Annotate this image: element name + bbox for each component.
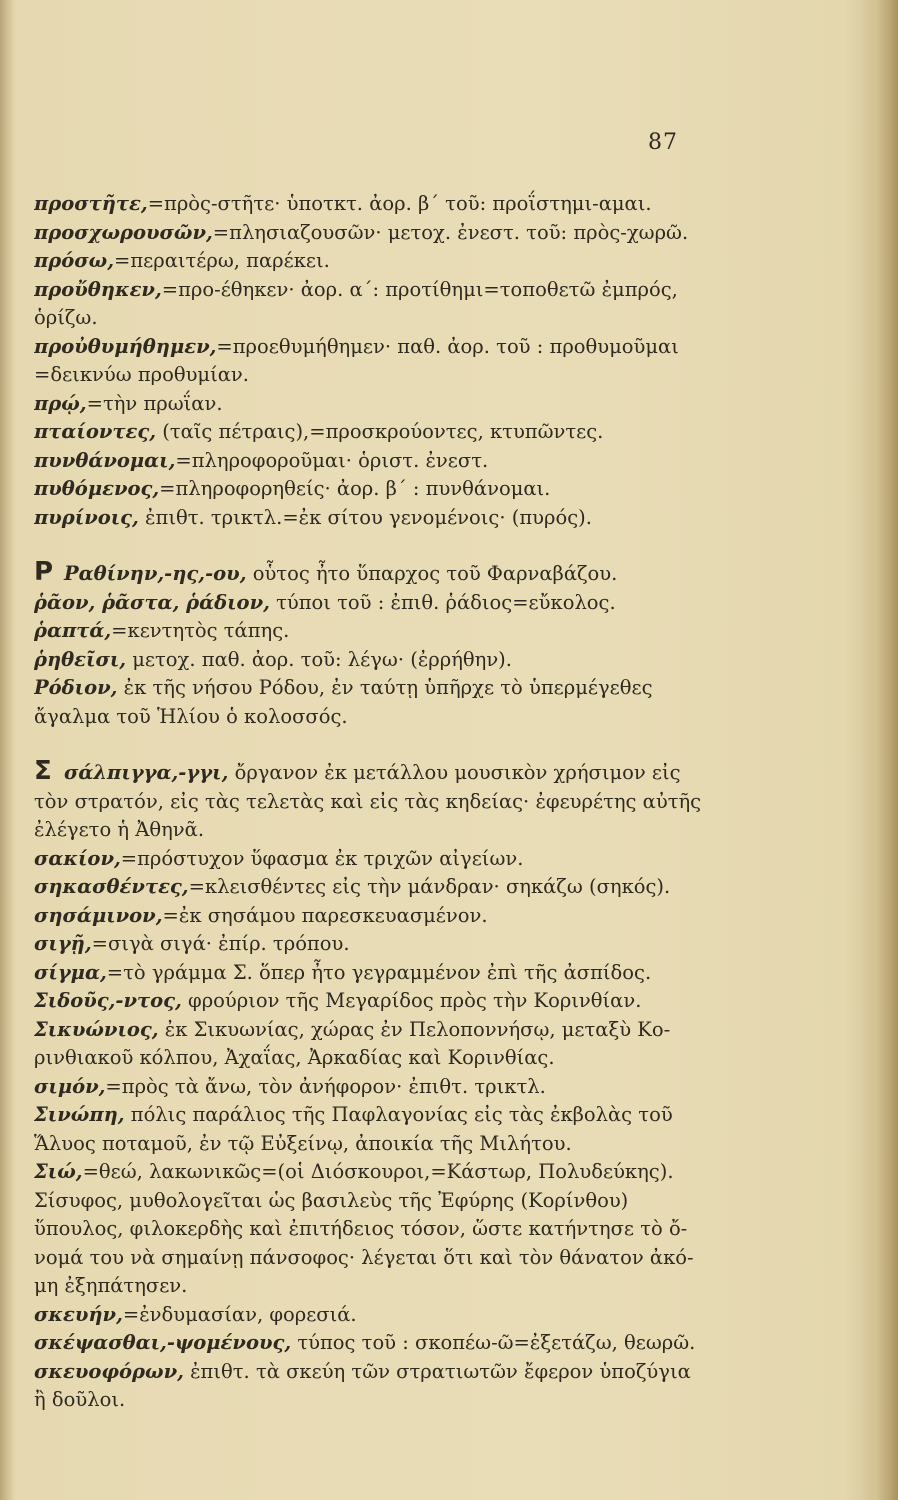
page-number: 87 — [648, 130, 678, 155]
entry-line — [34, 845, 780, 874]
entry-line — [34, 190, 780, 219]
headword: ῥᾶον, ῥᾶστα, ῥάδιον, — [34, 590, 270, 614]
definition-text: =προεθυμήθημεν· παθ. ἀορ. τοῦ : προθυμοῦμαι — [216, 334, 679, 358]
definition-text: ἐκ τῆς νήσου Ρόδου, ἐν ταύτῃ ὑπῆρχε τὸ ὑπερμέγεθες — [117, 676, 653, 699]
entry-line — [34, 1044, 780, 1073]
glossary-text — [34, 190, 780, 1415]
definition-text: =ἐνδυμασίαν, φορεσιά. — [122, 1302, 357, 1326]
entry-line — [34, 361, 780, 390]
definition-text: =πληροφορηθείς· ἀορ. β΄ : πυνθάνομαι. — [159, 477, 551, 500]
definition-text: =πληροφοροῦμαι· ὁριστ. ἐνεστ. — [175, 448, 489, 472]
entry-line — [34, 1386, 780, 1415]
entry-line — [34, 418, 780, 447]
definition-text: μετοχ. παθ. ἀορ. τοῦ: λέγω· (ἐρρήθην). — [126, 647, 512, 671]
headword: Ραθίνην,-ης,-ου, — [64, 562, 247, 585]
entry-line — [34, 959, 780, 988]
definition-text: =πρὸς-στῆτε· ὑποτκτ. ἀορ. β΄ τοῦ: προΐστημι-αμαι. — [147, 192, 652, 215]
definition-text: νομά του νὰ σημαίνῃ πάνσοφος· λέγεται ὅτι καὶ τὸν θάνατον ἀκό- — [34, 1245, 694, 1269]
entry-line — [34, 1272, 780, 1301]
entry-line — [34, 759, 780, 788]
headword: σησάμινον, — [34, 903, 163, 927]
definition-text: μη ἐξηπάτησεν. — [34, 1274, 188, 1297]
definition-text: =προ-έθηκεν· ἀορ. α΄: προτίθημι=τοποθετῶ ἐμπρός, — [161, 277, 678, 301]
section-pi — [34, 190, 780, 532]
definition-text: =τὸ γράμμα Σ. ὅπερ ἦτο γεγραμμένον ἐπὶ τῆς ἀσπίδος. — [106, 960, 652, 984]
headword: σάλπιγγα,-γγι, — [64, 761, 229, 784]
definition-text: =ἐκ σησάμου παρεσκευασμένον. — [162, 903, 488, 927]
definition-text: =κεντητὸς τάπης. — [111, 619, 290, 642]
definition-text: =πλησιαζουσῶν· μετοχ. ἐνεστ. τοῦ: πρὸς-χωρῶ. — [212, 220, 689, 244]
entry-line — [34, 1215, 780, 1244]
headword: σακίον, — [34, 846, 121, 870]
headword: πυρίνοις, — [34, 505, 139, 529]
entry-line — [34, 1244, 780, 1273]
definition-text: τύπος τοῦ : σκοπέω-ῶ=ἐξετάζω, θεωρῶ. — [291, 1331, 696, 1354]
headword: προὔθηκεν, — [34, 277, 162, 301]
entry-line — [34, 589, 780, 618]
definition-text: ὁρίζω. — [34, 306, 98, 329]
definition-text: Ἅλυος ποταμοῦ, ἐν τῷ Εὐξείνῳ, ἀποικία τῆς Μιλήτου. — [34, 1131, 572, 1155]
entry-line — [34, 1073, 780, 1102]
definition-text: =πρὸς τὰ ἄνω, τὸν ἀνήφορον· ἐπιθτ. τρικτλ. — [105, 1074, 546, 1098]
entry-line — [34, 816, 780, 845]
definition-text: πόλις παράλιος τῆς Παφλαγονίας εἰς τὰς ἐκβολὰς τοῦ — [124, 1103, 673, 1126]
page-left-edge — [0, 0, 14, 1500]
entry-line — [34, 1016, 780, 1045]
definition-text: Σίσυφος, μυθολογεῖται ὡς βασιλεὺς τῆς Ἐφύρης (Κορίνθου) — [34, 1188, 629, 1212]
entry-line — [34, 930, 780, 959]
section-sigma — [34, 759, 780, 1415]
headword: προσχωρουσῶν, — [34, 220, 213, 244]
headword: σηκασθέντες, — [34, 875, 189, 898]
definition-text: =δεικνύω προθυμίαν. — [34, 363, 249, 386]
entry-line — [34, 617, 780, 646]
headword: πρόσω, — [34, 249, 114, 272]
section-initial-letter: Σ — [34, 759, 52, 786]
definition-text: ὕπουλος, φιλοκερδὴς καὶ ἐπιτήδειος τόσον, ὥστε κατήντησε τὸ ὄ- — [34, 1217, 688, 1240]
entry-line — [34, 873, 780, 902]
definition-text: ἐπιθτ. τρικτλ.=ἐκ σίτου γενομένοις· (πυρός). — [138, 505, 592, 529]
headword: σίγμα, — [34, 960, 107, 984]
definition-text: (ταῖς πέτραις),=προσκρούοντες, κτυπῶντες. — [156, 420, 604, 443]
definition-text: =τὴν πρωΐαν. — [86, 391, 223, 415]
entry-line — [34, 475, 780, 504]
headword: πταίοντες, — [34, 420, 157, 443]
definition-text: φρούριον τῆς Μεγαρίδος πρὸς τὴν Κορινθίαν. — [181, 989, 642, 1012]
entry-line — [34, 674, 780, 703]
definition-text: ὄργανον ἐκ μετάλλου μουσικὸν χρήσιμον εἰς — [228, 761, 681, 784]
entry-line — [34, 1101, 780, 1130]
definition-text: ἐλέγετο ἡ Ἀθηνᾶ. — [34, 818, 205, 841]
headword: σκέψασθαι,-ψομένους, — [34, 1331, 292, 1354]
entry-line — [34, 333, 780, 362]
definition-text: ἢ δοῦλοι. — [34, 1388, 126, 1411]
definition-text: ἐπιθτ. τὰ σκεύη τῶν στρατιωτῶν ἔφερον ὑποζύγια — [183, 1359, 691, 1383]
entry-line — [34, 987, 780, 1016]
definition-text: =σιγὰ σιγά· ἐπίρ. τρόπου. — [91, 932, 350, 955]
entry-line — [34, 390, 780, 419]
definition-text: ἐκ Σικυωνίας, χώρας ἐν Πελοποννήσῳ, μεταξὺ Κο- — [158, 1017, 671, 1041]
headword: σιγῇ, — [34, 932, 92, 955]
definition-text: ρινθιακοῦ κόλπου, Ἀχαΐας, Ἀρκαδίας καὶ Κορινθίας. — [34, 1046, 555, 1069]
definition-text: τὸν στρατόν, εἰς τὰς τελετὰς καὶ εἰς τὰς κηδείας· ἐφευρέτης αὐτῆς — [34, 789, 702, 813]
definition-text: τύποι τοῦ : ἐπιθ. ῥάδιος=εὔκολος. — [269, 590, 616, 614]
entry-line — [34, 1358, 780, 1387]
headword: σιμόν, — [34, 1074, 106, 1098]
headword: Σινώπη, — [34, 1103, 125, 1126]
entry-line — [34, 1130, 780, 1159]
entry-line — [34, 1329, 780, 1358]
entry-line — [34, 788, 780, 817]
section-initial-letter: Ρ — [34, 560, 54, 587]
headword: Σικυώνιος, — [34, 1017, 159, 1041]
definition-text: =θεώ, λακωνικῶς=(οἱ Διόσκουροι,=Κάστωρ, Πολυδεύκης). — [82, 1160, 674, 1183]
headword: ῥηθεῖσι, — [34, 647, 127, 671]
entry-line — [34, 504, 780, 533]
page-right-edge — [862, 0, 898, 1500]
headword: προὐθυμήθημεν, — [34, 334, 217, 358]
entry-line — [34, 219, 780, 248]
entry-line — [34, 703, 780, 732]
entry-line — [34, 304, 780, 333]
entry-line — [34, 447, 780, 476]
headword: σκευοφόρων, — [34, 1359, 184, 1383]
headword: προστῆτε, — [34, 192, 148, 215]
headword: σκευήν, — [34, 1302, 123, 1326]
entry-line — [34, 1158, 780, 1187]
headword: ῥαπτά, — [34, 619, 112, 642]
definition-text: =πρόστυχον ὕφασμα ἐκ τριχῶν αἰγείων. — [120, 846, 524, 870]
definition-text: οὗτος ἦτο ὕπαρχος τοῦ Φαρναβάζου. — [246, 562, 618, 585]
entry-line — [34, 247, 780, 276]
definition-text: =κλεισθέντες εἰς τὴν μάνδραν· σηκάζω (σηκός). — [188, 875, 671, 898]
headword: Σιδοῦς,-ντος, — [34, 989, 182, 1012]
headword: πρῴ, — [34, 391, 87, 415]
headword: πυνθάνομαι, — [34, 448, 176, 472]
definition-text: ἄγαλμα τοῦ Ἡλίου ὁ κολοσσός. — [34, 704, 348, 728]
definition-text: =περαιτέρω, παρέκει. — [113, 249, 330, 272]
entry-line — [34, 276, 780, 305]
headword: Σιώ, — [34, 1160, 83, 1183]
entry-line — [34, 646, 780, 675]
section-rho — [34, 560, 780, 731]
headword: Ρόδιον, — [34, 676, 118, 699]
entry-line — [34, 902, 780, 931]
headword: πυθόμενος, — [34, 477, 160, 500]
entry-line — [34, 1187, 780, 1216]
entry-line — [34, 560, 780, 589]
entry-line — [34, 1301, 780, 1330]
